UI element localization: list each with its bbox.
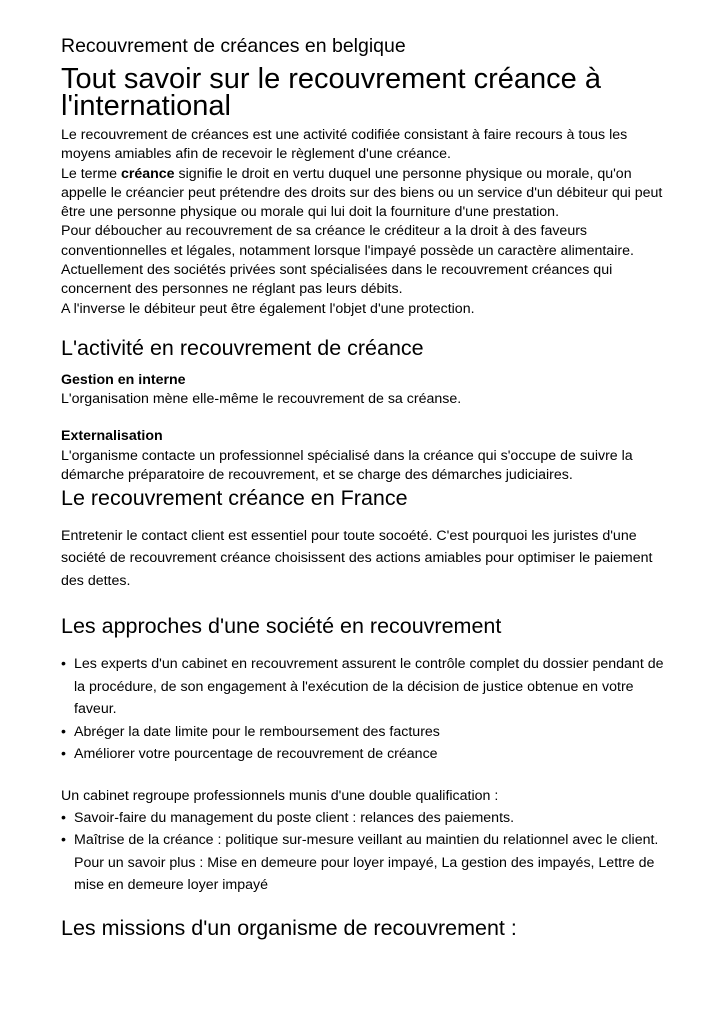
intro-text: signifie le droit en vertu duquel une personne physique ou morale, qu'on appelle le créancier peut prétendre des droits sur des biens ou un service d'un débiteur qui peut être une personne physique ou morale qui lui doit la fourniture d'une prestation. xyxy=(61,165,663,221)
subsection-title-text: Externalisation xyxy=(61,428,163,445)
france-section xyxy=(61,485,668,593)
list-item xyxy=(61,807,668,829)
missions-heading: Les missions d'un organisme de recouvrement : xyxy=(61,915,517,940)
bullet-icon: • xyxy=(61,832,66,849)
list-item xyxy=(61,829,668,896)
approaches-list xyxy=(61,653,668,765)
subsection-title-text: Gestion en interne xyxy=(61,371,186,388)
bullet-icon: • xyxy=(61,809,66,826)
intro-section xyxy=(61,126,668,319)
list-item-text: Abréger la date limite pour le remboursement des factures xyxy=(74,723,440,740)
france-heading: Le recouvrement créance en France xyxy=(61,485,408,510)
france-text: Entretenir le contact client est essentiel pour toute socoété. C'est pourquoi les juristes d'une société de recouvrement créance choisissent des actions amiables pour optimiser le paiement des dettes. xyxy=(61,527,653,589)
subsection-title xyxy=(61,427,668,446)
subsection-text: L'organisme contacte un professionnel spécialisé dans la créance qui s'occupe de suivre la démarche préparatoire de recouvrement, et se charge des démarches judiciaires. xyxy=(61,447,633,483)
list-item-text: Savoir-faire du management du poste client : relances des paiements. xyxy=(74,809,515,826)
main-title: Tout savoir sur le recouvrement créance à l'international xyxy=(61,63,601,122)
activity-heading: L'activité en recouvrement de créance xyxy=(61,335,424,360)
list-item-text: Améliorer votre pourcentage de recouvrement de créance xyxy=(74,746,438,763)
intro-paragraph xyxy=(61,165,668,223)
list-item xyxy=(61,653,668,720)
cabinet-text: Un cabinet regroupe professionnels munis d'une double qualification : xyxy=(61,787,499,804)
bullet-icon: • xyxy=(61,656,66,673)
subsection-text: L'organisation mène elle-même le recouvrement de sa créanse. xyxy=(61,391,462,408)
list-item-text: Les experts d'un cabinet en recouvrement assurent le contrôle complet du dossier pendant de la procédure, de son engagement à l'exécution de la décision de justice obtenue en votre faveur. xyxy=(74,656,664,718)
intro-paragraph: Pour déboucher au recouvrement de sa créance le créditeur a la droit à des faveurs conventionnelles et légales, notamment lorsque l'impayé possède un caractère alimentaire. xyxy=(61,223,634,259)
approaches-section xyxy=(61,613,668,896)
subsection-internal xyxy=(61,371,668,409)
site-title: Recouvrement de créances en belgique xyxy=(61,35,406,57)
qualification-list xyxy=(61,807,668,897)
subsection-title xyxy=(61,371,668,390)
bullet-icon: • xyxy=(61,746,66,763)
intro-paragraph: Actuellement des sociétés privées sont spécialisées dans le recouvrement créances qui concernent des personnes ne réglant pas leurs débits. xyxy=(61,262,613,298)
list-item-text: Maîtrise de la créance : politique sur-mesure veillant au maintien du relationnel avec le client. Pour un savoir plus : Mise en demeure pour loyer impayé, La gestion des impayés, Lettre de mise en demeure loyer impayé xyxy=(74,832,659,894)
approaches-heading: Les approches d'une société en recouvrement xyxy=(61,614,502,639)
subsection-external xyxy=(61,427,668,485)
missions-section xyxy=(61,915,668,941)
activity-section xyxy=(61,335,668,485)
list-item xyxy=(61,743,668,765)
bullet-icon: • xyxy=(61,723,66,740)
intro-text: Le terme xyxy=(61,165,121,182)
list-item xyxy=(61,721,668,743)
intro-paragraph: Le recouvrement de créances est une activité codifiée consistant à faire recours à tous les moyens amiables afin de recevoir le règlement d'une créance. xyxy=(61,127,628,163)
term-creance: créance xyxy=(120,165,175,182)
intro-paragraph: A l'inverse le débiteur peut être également l'objet d'une protection. xyxy=(61,300,475,317)
